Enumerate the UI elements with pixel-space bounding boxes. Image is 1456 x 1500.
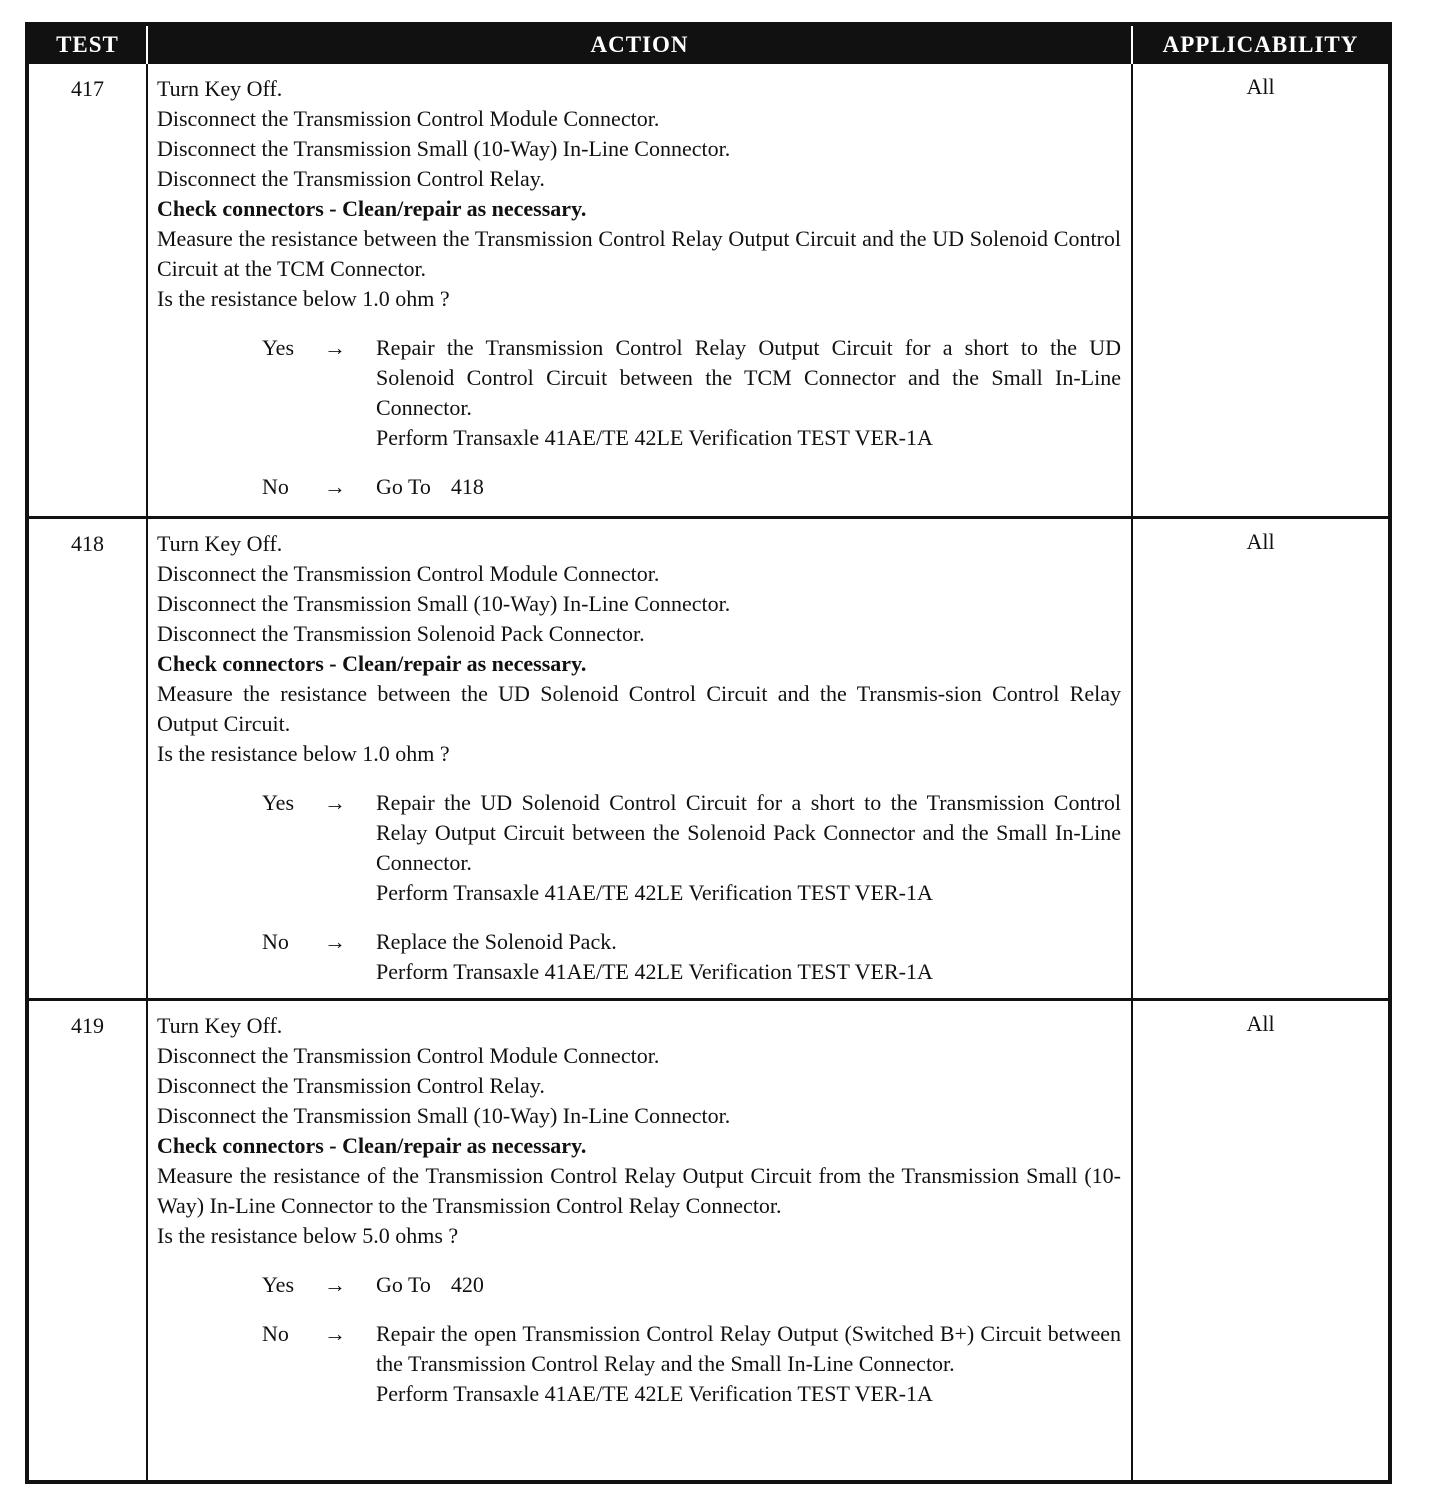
arrow-icon: → [324, 335, 346, 360]
arrow-icon: → [324, 474, 346, 499]
test-number: 417 [71, 76, 104, 101]
action-step: Turn Key Off. [157, 530, 283, 556]
measure-instruction: Measure the resistance between the Transmission Control Relay Output Circuit and the UD Solenoid Control Circuit at the TCM Connector. [157, 226, 1121, 281]
test-number: 419 [27, 999, 147, 1482]
action-step: Disconnect the Transmission Small (10-Way) In-Line Connector. [157, 590, 731, 616]
no-label: No [262, 928, 289, 954]
yes-label: Yes [262, 335, 295, 360]
goto-test-number: 418 [450, 474, 484, 499]
outcome-no [157, 1319, 1121, 1409]
action-step: Disconnect the Transmission Solenoid Pack Connector. [157, 620, 645, 646]
arrow-icon: → [324, 928, 346, 954]
table-row [27, 517, 1390, 999]
action-step: Turn Key Off. [157, 1012, 283, 1038]
check-connectors-note: Check connectors - Clean/repair as necessary. [157, 1132, 587, 1158]
outcome-yes [157, 1270, 1121, 1300]
action-cell [147, 517, 1132, 999]
measure-instruction: Measure the resistance between the UD Solenoid Control Circuit and the Transmis-sion Control Relay Output Circuit. [157, 680, 1121, 736]
table-header-row [27, 24, 1390, 64]
no-action: Repair the open Transmission Control Relay Output (Switched B+) Circuit between the Transmission Control Relay and the Small In-Line Connector. [376, 1320, 1121, 1376]
yes-verify: Perform Transaxle 41AE/TE 42LE Verification TEST VER-1A [376, 425, 933, 450]
action-cell [147, 64, 1132, 517]
action-step: Disconnect the Transmission Control Relay. [157, 166, 545, 191]
outcome-yes [157, 788, 1121, 908]
no-label: No [262, 474, 289, 499]
applicability: All [1132, 64, 1390, 517]
goto-label: Go To [376, 474, 431, 499]
action-step: Turn Key Off. [157, 76, 283, 101]
yes-label: Yes [262, 789, 295, 815]
yes-action: Repair the UD Solenoid Control Circuit for a short to the Transmission Control Relay Output Circuit between the Solenoid Pack Connector and the Small In-Line Connector. [376, 789, 1121, 875]
outcome-no [157, 927, 1121, 987]
action-step: Disconnect the Transmission Control Module Connector. [157, 1042, 660, 1068]
no-label: No [262, 1320, 289, 1346]
header-test: TEST [27, 24, 147, 64]
yes-action: Repair the Transmission Control Relay Output Circuit for a short to the UD Solenoid Control Circuit between the TCM Connector and the Small In-Line Connector. [376, 335, 1121, 420]
no-action: Replace the Solenoid Pack. [376, 928, 617, 954]
action-cell [147, 999, 1132, 1482]
outcome-no [157, 472, 1121, 502]
outcome-yes [157, 333, 1121, 453]
applicability: All [1132, 517, 1390, 999]
measure-instruction: Measure the resistance of the Transmission Control Relay Output Circuit from the Transmission Small (10-Way) In-Line Connector to the Transmission Control Relay Connector. [157, 1162, 1121, 1218]
no-verify: Perform Transaxle 41AE/TE 42LE Verification TEST VER-1A [376, 1380, 933, 1406]
action-step: Disconnect the Transmission Control Relay. [157, 1072, 545, 1098]
arrow-icon: → [324, 789, 346, 815]
resistance-question: Is the resistance below 1.0 ohm ? [157, 740, 450, 766]
action-step: Disconnect the Transmission Control Module Connector. [157, 560, 660, 586]
arrow-icon: → [324, 1320, 346, 1346]
applicability: All [1132, 999, 1390, 1482]
table-row [27, 64, 1390, 517]
yes-verify: Perform Transaxle 41AE/TE 42LE Verification TEST VER-1A [376, 879, 933, 905]
goto-label: Go To [376, 1271, 431, 1297]
action-step: Disconnect the Transmission Control Module Connector. [157, 106, 660, 131]
check-connectors-note: Check connectors - Clean/repair as necessary. [157, 650, 587, 676]
arrow-icon: → [324, 1271, 346, 1297]
diagnostic-test-table [25, 22, 1392, 1484]
header-applicability: APPLICABILITY [1132, 24, 1390, 64]
action-step: Disconnect the Transmission Small (10-Way) In-Line Connector. [157, 136, 731, 161]
yes-label: Yes [262, 1271, 295, 1297]
test-number: 418 [27, 517, 147, 999]
goto-test-number: 420 [450, 1271, 484, 1297]
table-row [27, 999, 1390, 1482]
resistance-question: Is the resistance below 5.0 ohms ? [157, 1222, 459, 1248]
header-action: ACTION [147, 24, 1132, 64]
check-connectors-note: Check connectors - Clean/repair as necessary. [157, 196, 587, 221]
action-step: Disconnect the Transmission Small (10-Way) In-Line Connector. [157, 1102, 731, 1128]
resistance-question: Is the resistance below 1.0 ohm ? [157, 286, 450, 311]
no-verify: Perform Transaxle 41AE/TE 42LE Verification TEST VER-1A [376, 958, 933, 984]
